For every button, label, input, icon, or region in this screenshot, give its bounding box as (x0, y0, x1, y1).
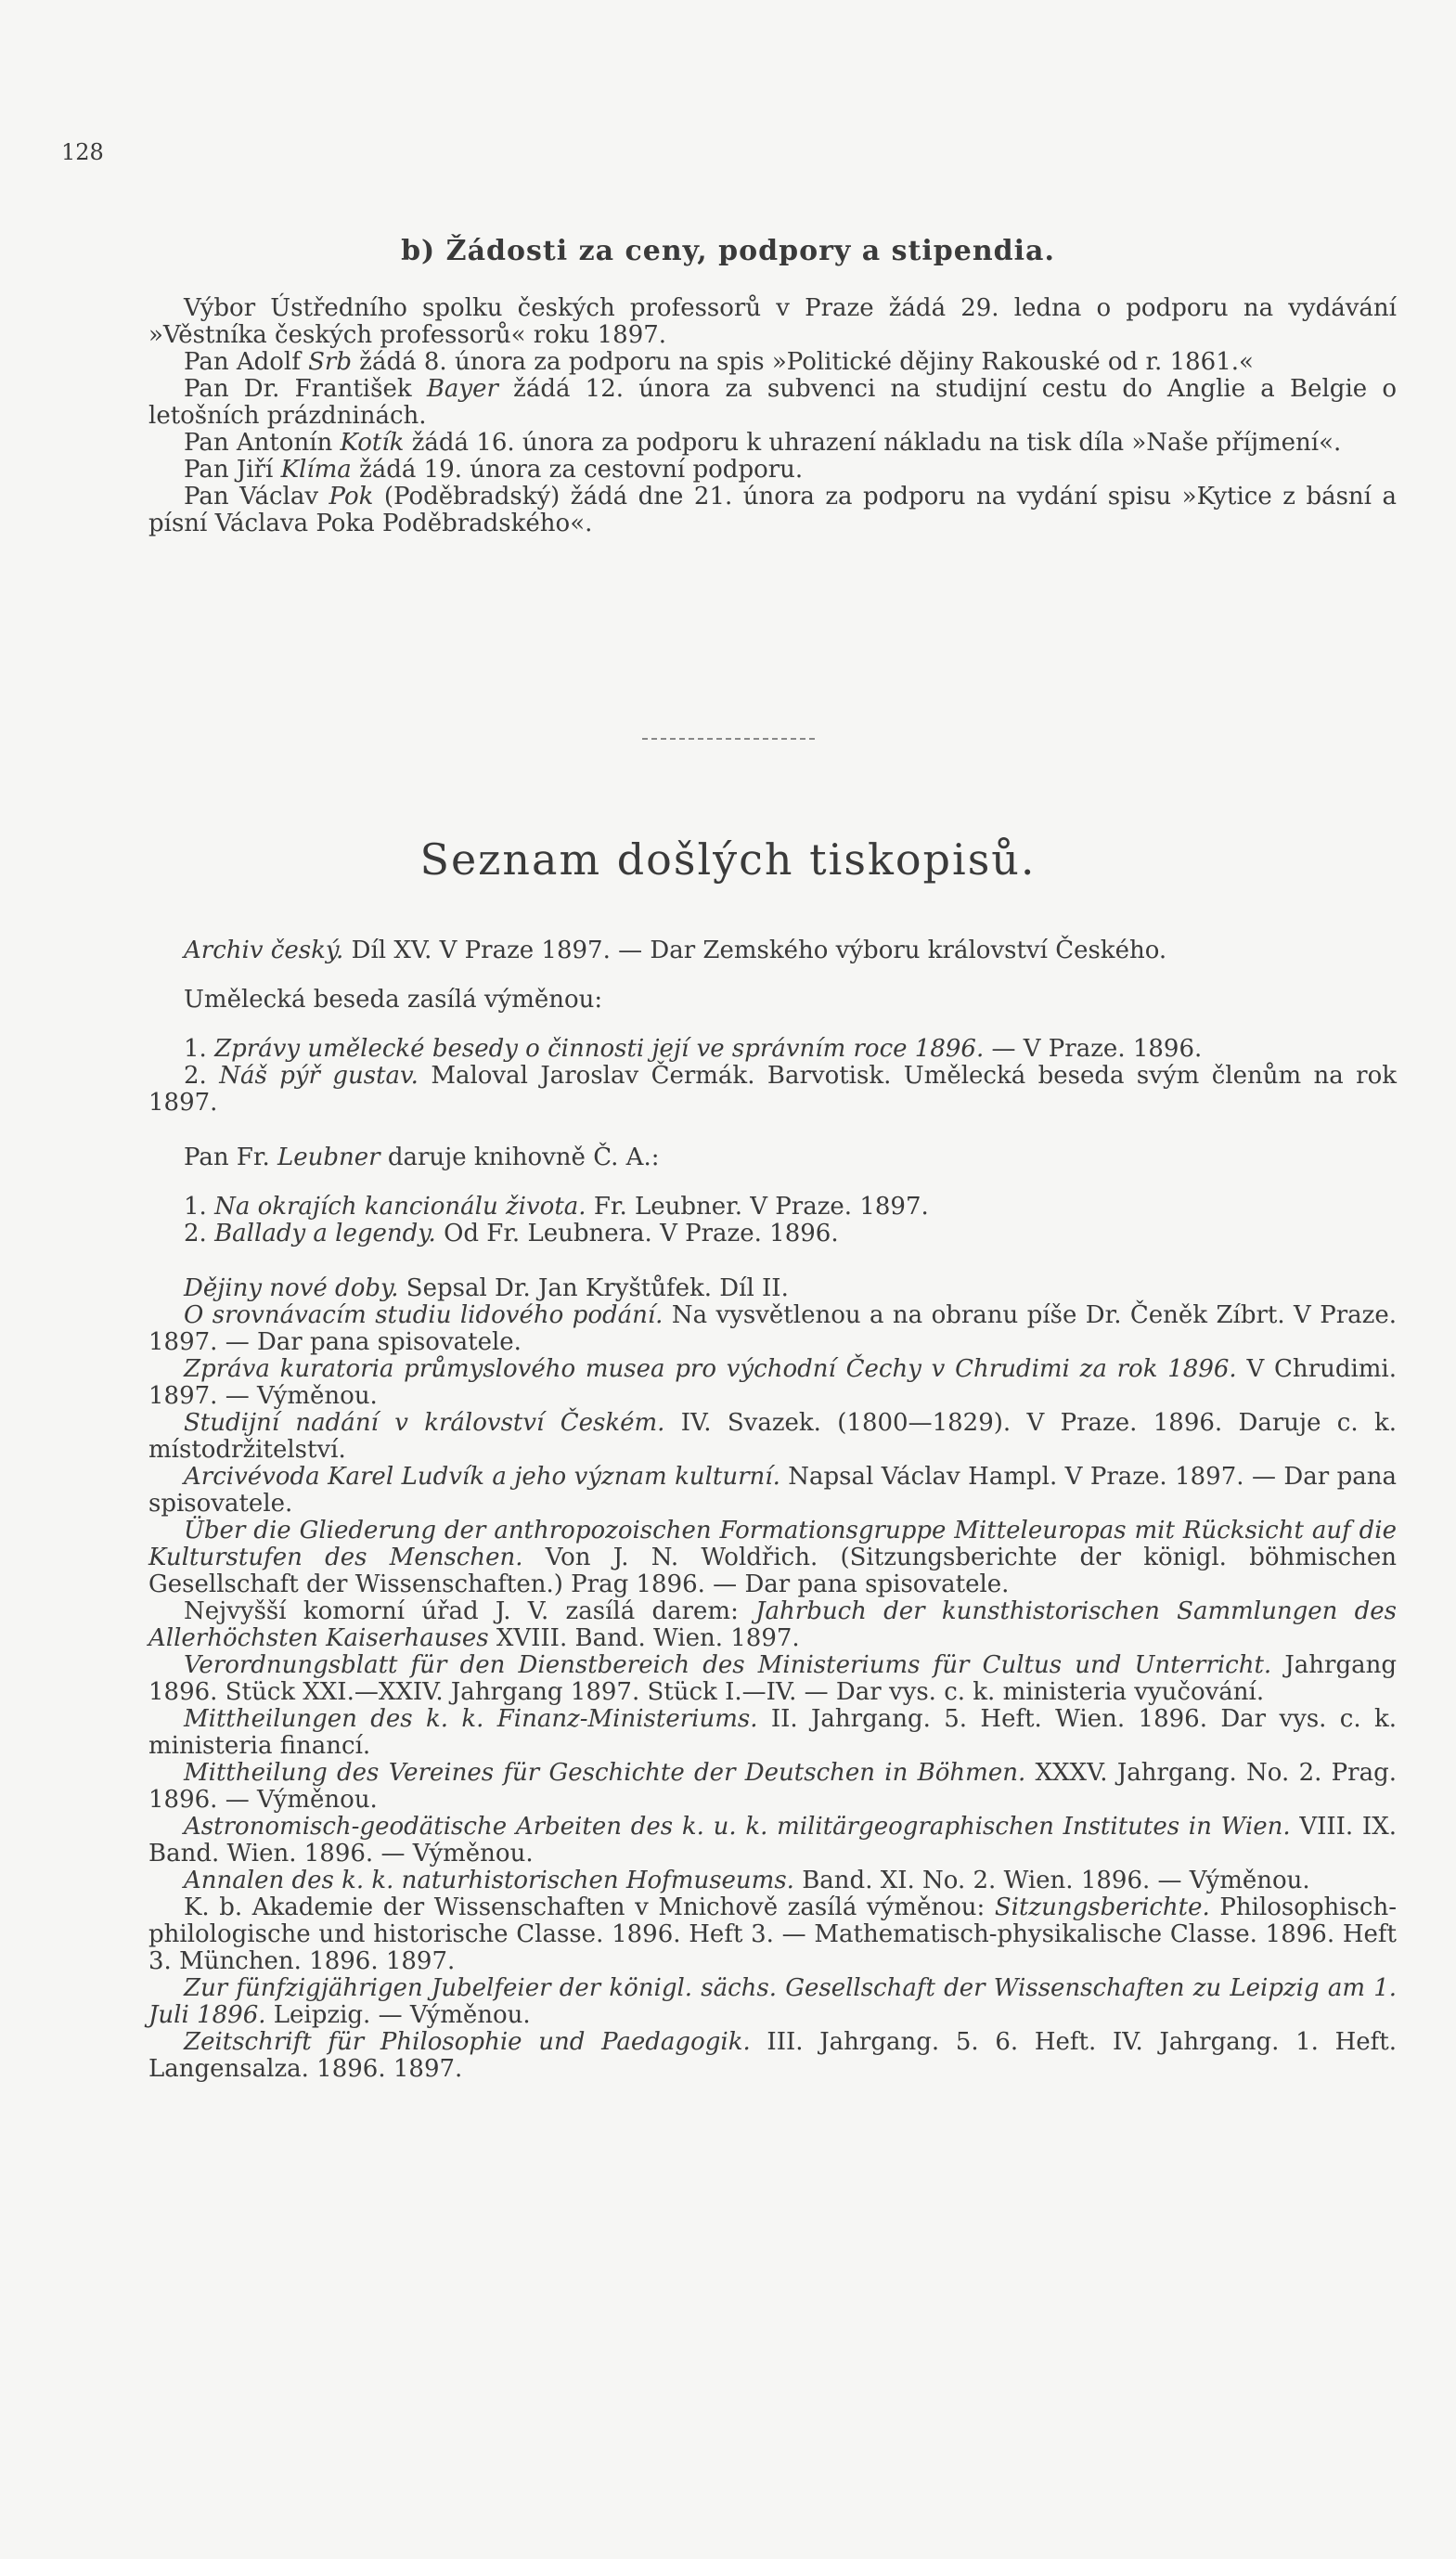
page-number: 128 (61, 139, 104, 165)
list-entry: K. b. Akademie der Wissenschaften v Mnichově zasílá výměnou: Sitzungsberichte. Philosophisch-philologische und historische Classe. 1896. Heft 3. — Mathematisch-physikalische Classe. 1896. Heft 3. München. 1896. 1897. (148, 1893, 1397, 1975)
list-entry: Zeitschrift für Philosophie und Paedagogik. III. Jahrgang. 5. 6. Heft. IV. Jahrgang. 1. Heft. Langensalza. 1896. 1897. (148, 2028, 1397, 2083)
list-entry: Arcivévoda Karel Ludvík a jeho význam kulturní. Napsal Václav Hampl. V Praze. 1897. — Dar pana spisovatele. (148, 1463, 1398, 1518)
list-entry: Verordnungsblatt für den Dienstbereich des Ministeriums für Cultus und Unterricht. Jahrgang 1896. Stück XXI.—XXIV. Jahrgang 1897. Stück I.—IV. — Dar vys. c. k. ministeria vyučování. (148, 1651, 1397, 1706)
list-entry: Nejvyšší komorní úřad J. V. zasílá darem: Jahrbuch der kunsthistorischen Sammlungen des Allerhöchsten Kaiserhauses XVIII. Band. Wien. 1897. (148, 1597, 1398, 1652)
section-title-seznam: Seznam došlých tiskopisů. (419, 834, 1037, 885)
list-entry: Pan Fr. Leubner daruje knihovně Č. A.: (184, 1144, 660, 1171)
request-paragraph: Pan Václav Pok (Poděbradský) žádá dne 21. února za podporu na vydání spisu »Kytice z básní a písní Václava Poka Poděbradského«. (148, 483, 1397, 537)
request-paragraph: Pan Adolf Srb žádá 8. února za podporu na spis »Politické dějiny Rakouské od r. 1861.« (184, 348, 1254, 376)
list-entry: Mittheilungen des k. k. Finanz-Ministeriums. II. Jahrgang. 5. Heft. Wien. 1896. Dar vys. c. k. ministeria financí. (148, 1705, 1398, 1760)
list-entry: O srovnávacím studiu lidového podání. Na vysvětlenou a na obranu píše Dr. Čeněk Zíbrt. V Praze. 1897. — Dar pana spisovatele. (148, 1301, 1397, 1356)
section-title-zadosti: b) Žádosti za ceny, podpory a stipendia. (401, 235, 1055, 267)
list-entry: Zpráva kuratoria průmyslového musea pro východní Čechy v Chrudimi za rok 1896. V Chrudimi. 1897. — Výměnou. (148, 1355, 1398, 1410)
list-entry: Studijní nadání v království Českém. IV. Svazek. (1800—1829). V Praze. 1896. Daruje c. k. místodržitelství. (148, 1409, 1397, 1464)
list-entry: Umělecká beseda zasílá výměnou: (184, 986, 603, 1014)
list-entry: 1. Na okrajích kancionálu života. Fr. Leubner. V Praze. 1897. (184, 1193, 929, 1221)
list-entry: 2. Náš pýř gustav. Maloval Jaroslav Čermák. Barvotisk. Umělecká beseda svým členům na rok 1897. (148, 1062, 1397, 1117)
section-divider (642, 738, 815, 740)
request-paragraph: Výbor Ústředního spolku českých professorů v Praze žádá 29. ledna o podporu na vydávání »Věstníka českých professorů« roku 1897. (148, 294, 1397, 349)
section-zadosti (148, 295, 1397, 537)
request-paragraph: Pan Antonín Kotík žádá 16. února za podporu k uhrazení nákladu na tisk díla »Naše příjmení«. (184, 429, 1342, 457)
list-entry: Über die Gliederung der anthropozoischen Formationsgruppe Mitteleuropas mit Rücksicht auf die Kulturstufen des Menschen. Von J. N. Woldřich. (Sitzungsberichte der königl. böhmischen Gesellschaft der Wissenschaften.) Prag 1896. — Dar pana spisovatele. (148, 1517, 1397, 1598)
list-entry: Annalen des k. k. naturhistorischen Hofmuseums. Band. XI. No. 2. Wien. 1896. — Výměnou. (184, 1867, 1310, 1894)
request-paragraph: Pan Dr. František Bayer žádá 12. února za subvenci na studijní cestu do Anglie a Belgie o letošních prázdninách. (148, 375, 1397, 430)
request-paragraph: Pan Jiří Klíma žádá 19. února za cestovní podporu. (184, 456, 804, 484)
list-entry: Mittheilung des Vereines für Geschichte der Deutschen in Böhmen. XXXV. Jahrgang. No. 2. Prag. 1896. — Výměnou. (148, 1759, 1398, 1814)
list-entry: Astronomisch-geodätische Arbeiten des k. u. k. militärgeographischen Institutes in Wien. VIII. IX. Band. Wien. 1896. — Výměnou. (148, 1813, 1397, 1868)
list-entry: Zur fünfzigjährigen Jubelfeier der königl. sächs. Gesellschaft der Wissenschaften zu Leipzig am 1. Juli 1896. Leipzig. — Výměnou. (148, 1974, 1397, 2029)
list-entry: 1. Zprávy umělecké besedy o činnosti její ve správním roce 1896. — V Praze. 1896. (184, 1035, 1203, 1063)
list-entry: Archiv český. Díl XV. V Praze 1897. — Dar Zemského výboru království Českého. (184, 937, 1167, 964)
list-entry: 2. Ballady a legendy. Od Fr. Leubnera. V Praze. 1896. (184, 1220, 839, 1247)
list-entry: Dějiny nové doby. Sepsal Dr. Jan Kryštůfek. Díl II. (184, 1274, 789, 1302)
section-seznam (148, 937, 1397, 2083)
